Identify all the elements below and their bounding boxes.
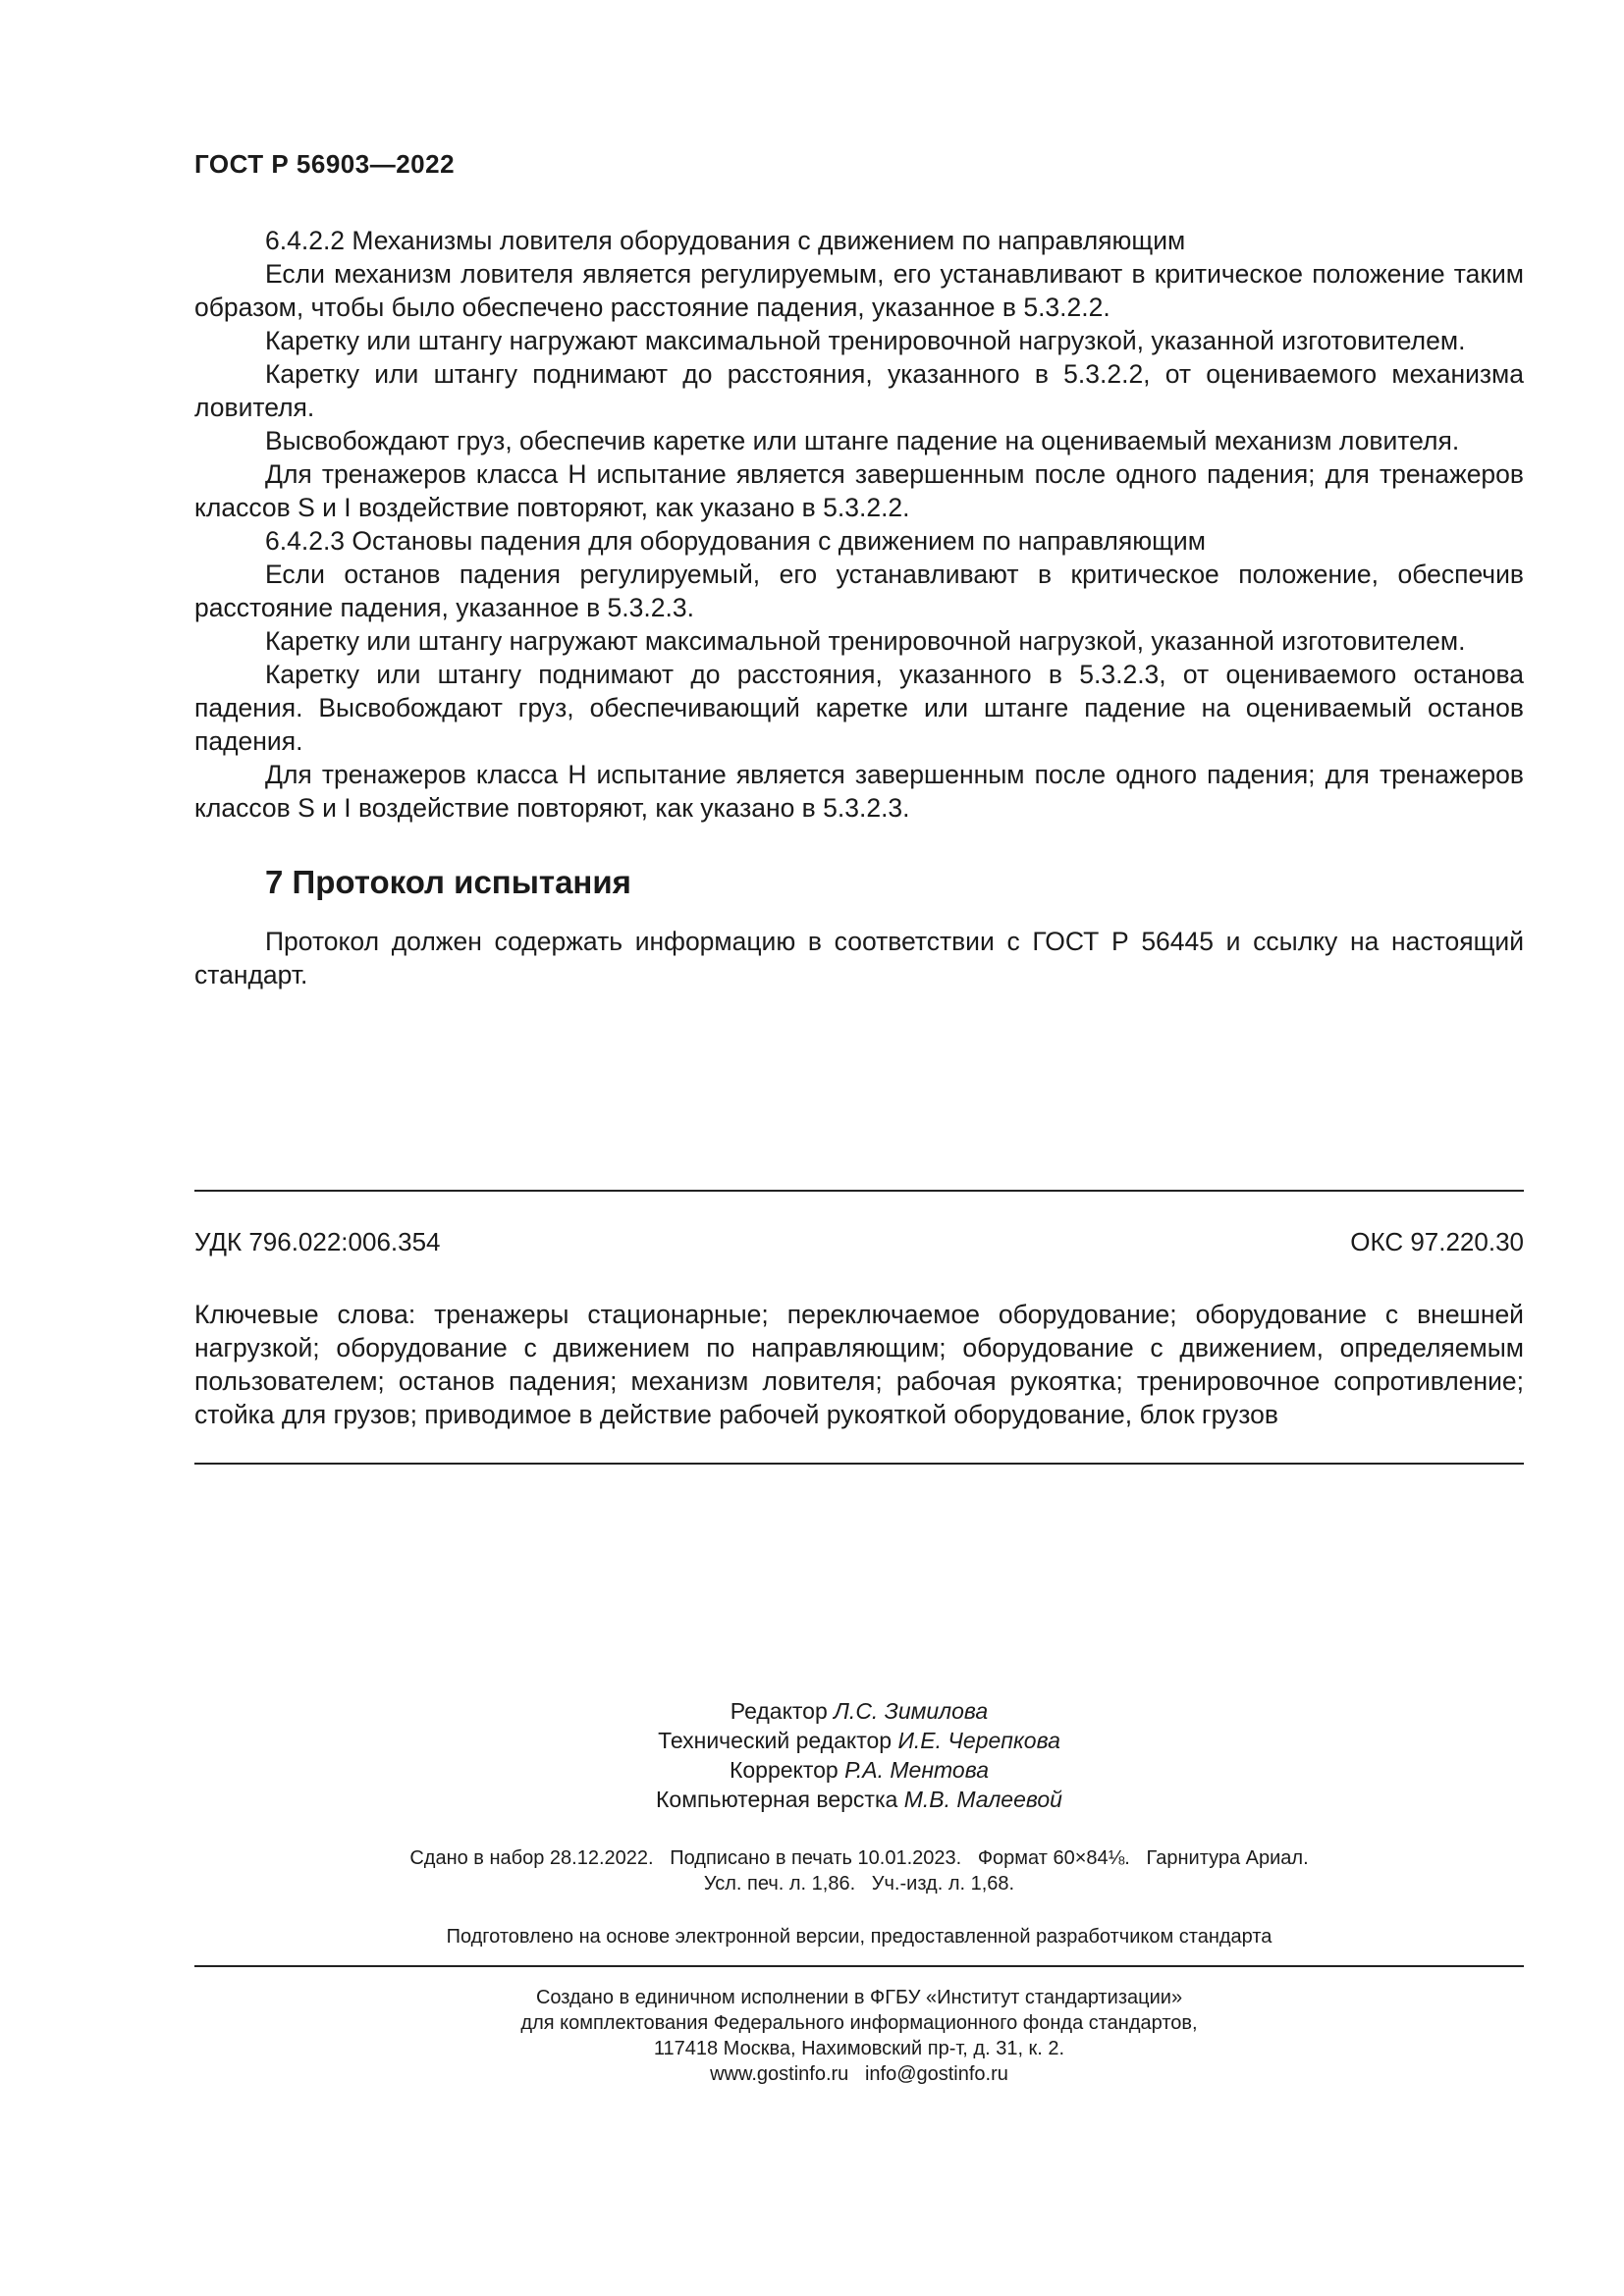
paragraph: 6.4.2.2 Механизмы ловителя оборудования с движением по направляющим bbox=[265, 226, 1186, 255]
credit-name: Р.А. Ментова bbox=[844, 1757, 989, 1783]
paragraph: Для тренажеров класса H испытание является завершенным после одного падения; для тренажеров классов S и I воздействие повторяют, как указано в 5.3.2.3. bbox=[194, 760, 1524, 823]
credit-line bbox=[393, 1785, 1326, 1814]
prepared-note: Подготовлено на основе электронной версии, предоставленной разработчиком стандарта bbox=[446, 1926, 1272, 1948]
print-info-line: Сдано в набор 28.12.2022. Подписано в печать 10.01.2023. Формат 60×84⅛. Гарнитура Ариал. bbox=[409, 1847, 1309, 1869]
divider bbox=[194, 1463, 1524, 1465]
credit-name: И.Е. Черепкова bbox=[897, 1728, 1060, 1753]
section-title: 7 Протокол испытания bbox=[265, 864, 631, 900]
paragraph: Для тренажеров класса H испытание является завершенным после одного падения; для тренажеров классов S и I воздействие повторяют, как указано в 5.3.2.2. bbox=[194, 459, 1524, 522]
document-header: ГОСТ Р 56903—2022 bbox=[194, 149, 456, 179]
credit-role: Редактор bbox=[730, 1698, 828, 1724]
credit-role: Корректор bbox=[729, 1757, 839, 1783]
credit-name: Л.С. Зимилова bbox=[834, 1698, 989, 1724]
credit-role: Компьютерная верстка bbox=[656, 1787, 898, 1812]
divider bbox=[194, 1190, 1524, 1192]
divider bbox=[194, 1965, 1524, 1967]
paragraph: Если механизм ловителя является регулируемым, его устанавливают в критическое положение таким образом, чтобы было обеспечено расстояние падения, указанное в 5.3.2.2. bbox=[194, 259, 1524, 322]
credits-block bbox=[393, 1696, 1326, 1814]
udk-code: УДК 796.022:006.354 bbox=[194, 1227, 441, 1256]
paragraph: Каретку или штангу поднимают до расстояния, указанного в 5.3.2.3, от оцениваемого останова падения. Высвобождают груз, обеспечивающий каретке или штанге падение на оцениваемый останов падения. bbox=[194, 660, 1524, 756]
credit-role: Технический редактор bbox=[658, 1728, 893, 1753]
paragraph: Высвобождают груз, обеспечив каретке или штанге падение на оцениваемый механизм ловителя. bbox=[265, 426, 1460, 455]
publisher-line: Создано в единичном исполнении в ФГБУ «Институт стандартизации» bbox=[535, 1987, 1183, 2008]
publisher-line: для комплектования Федерального информационного фонда стандартов, bbox=[520, 2012, 1198, 2034]
keywords: Ключевые слова: тренажеры стационарные; переключаемое оборудование; оборудование с внешней нагрузкой; оборудование с движением по направляющим; оборудование с движением, определяемым пользователем; останов падения; механизм ловителя; рабочая рукоятка; тренировочное сопротивление; стойка для грузов; приводимое в действие рабочей рукояткой оборудование, блок грузов bbox=[194, 1300, 1524, 1429]
print-info bbox=[295, 1845, 1424, 1896]
section-body bbox=[194, 925, 1524, 991]
paragraph: Каретку или штангу поднимают до расстояния, указанного в 5.3.2.2, от оцениваемого механизма ловителя. bbox=[194, 359, 1524, 422]
main-body-text bbox=[194, 224, 1524, 825]
print-info-line: Усл. печ. л. 1,86. Уч.-изд. л. 1,68. bbox=[703, 1873, 1015, 1895]
credit-line bbox=[393, 1726, 1326, 1755]
publisher-info bbox=[295, 1985, 1424, 2087]
paragraph: Протокол должен содержать информацию в соответствии с ГОСТ Р 56445 и ссылку на настоящий стандарт. bbox=[194, 927, 1524, 989]
paragraph: Если останов падения регулируемый, его устанавливают в критическое положение, обеспечив расстояние падения, указанное в 5.3.2.3. bbox=[194, 560, 1524, 622]
oks-code: ОКС 97.220.30 bbox=[1350, 1227, 1524, 1256]
paragraph: Каретку или штангу нагружают максимальной тренировочной нагрузкой, указанной изготовителем. bbox=[265, 626, 1466, 656]
credit-name: М.В. Малеевой bbox=[903, 1787, 1062, 1812]
paragraph: 6.4.2.3 Остановы падения для оборудования с движением по направляющим bbox=[265, 526, 1206, 556]
paragraph: Каретку или штангу нагружают максимальной тренировочной нагрузкой, указанной изготовителем. bbox=[265, 326, 1466, 355]
credit-line bbox=[393, 1696, 1326, 1726]
publisher-links[interactable]: www.gostinfo.ru info@gostinfo.ru bbox=[710, 2063, 1008, 2085]
publisher-line: 117418 Москва, Нахимовский пр-т, д. 31, к. 2. bbox=[653, 2038, 1065, 2059]
credit-line bbox=[393, 1755, 1326, 1785]
